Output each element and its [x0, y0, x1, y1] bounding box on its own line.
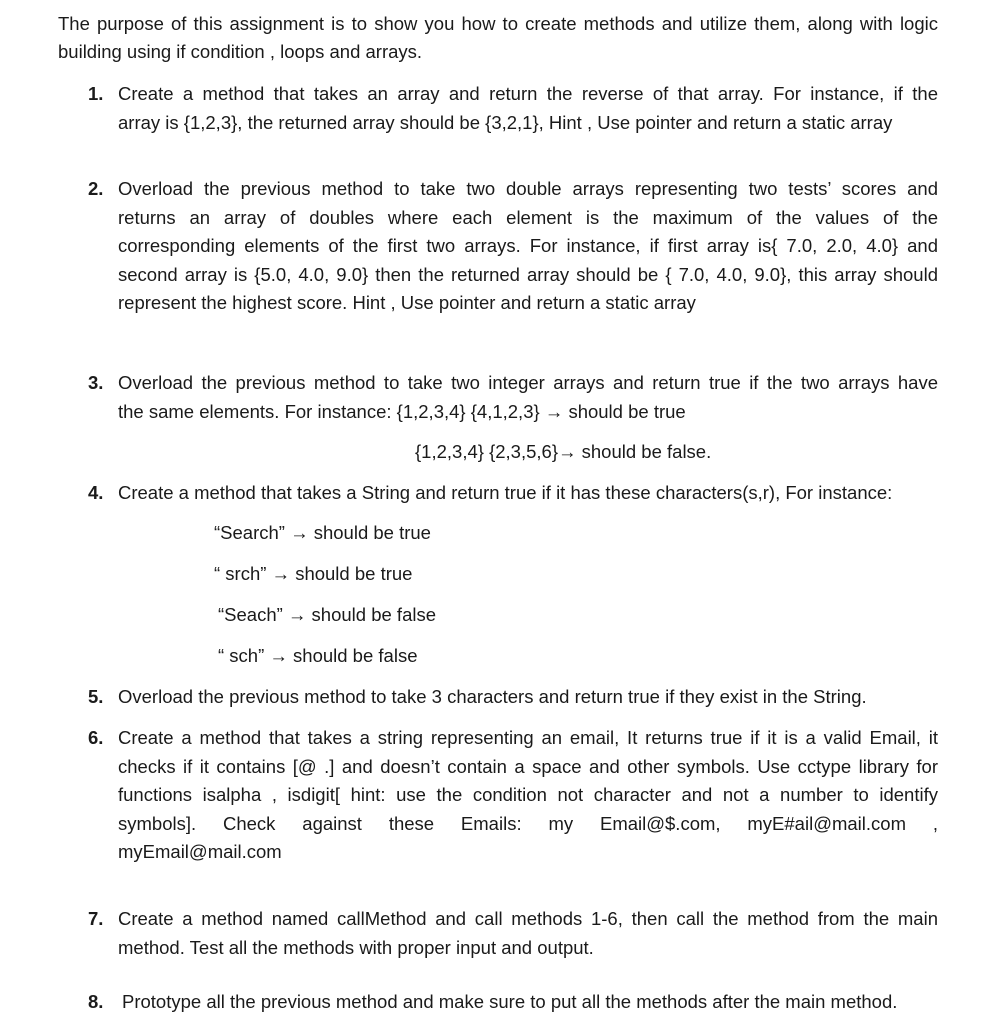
item-line: returns an array of doubles where each element is the maximum of the values of the — [118, 206, 938, 228]
item-line: Prototype all the previous method and make sure to put all the methods after the main method. — [122, 991, 898, 1012]
item-line: checks if it contains [@ .] and doesn’t contain a space and other symbols. Use cctype library for — [118, 755, 938, 777]
list-item-2 — [88, 175, 938, 318]
item-number: 3. — [88, 372, 104, 393]
item-line: Overload the previous method to take two double arrays representing two tests’ scores and — [118, 178, 938, 199]
intro-line: The purpose of this assignment is to show you how to create methods and utilize them, along with logic — [58, 13, 938, 34]
item-number: 2. — [88, 178, 104, 199]
item-line: Overload the previous method to take 3 characters and return true if they exist in the String. — [118, 686, 867, 707]
item-line: Create a method that takes an array and return the reverse of that array. For instance, if the — [118, 83, 938, 104]
list-item-5 — [88, 683, 938, 712]
list-item-7 — [88, 905, 938, 962]
item-number: 6. — [88, 727, 104, 748]
item-number: 8. — [88, 991, 104, 1012]
item-number: 4. — [88, 482, 104, 503]
item-line: the same elements. For instance: {1,2,3,4} {4,1,2,3} → should be true — [118, 400, 686, 422]
string-example: “Seach” → should be false — [218, 604, 437, 625]
item-line: Overload the previous method to take two integer arrays and return true if the two arrays have — [118, 372, 938, 393]
item-number: 1. — [88, 83, 104, 104]
string-example: “ sch” → should be false — [218, 645, 418, 666]
item-line: Create a method that takes a string representing an email, It returns true if it is a valid Email, it — [118, 727, 938, 748]
string-example: “ srch” → should be true — [214, 563, 413, 584]
item-line: myEmail@mail.com — [118, 841, 282, 862]
intro-paragraph — [58, 10, 938, 66]
item-line: Create a method named callMethod and call methods 1-6, then call the method from the main — [118, 908, 938, 929]
item-line: symbols]. Check against these Emails: my Email@$.com, myE#ail@mail.com , — [118, 812, 938, 834]
item-line: corresponding elements of the first two arrays. For instance, if first array is{ 7.0, 2.0, 4.0} and — [118, 235, 938, 256]
item-number: 5. — [88, 686, 104, 707]
item-number: 7. — [88, 908, 104, 929]
list-item-3 — [88, 369, 938, 426]
list-item-1 — [88, 80, 938, 137]
list-item-6 — [88, 724, 938, 867]
item-line: represent the highest score. Hint , Use pointer and return a static array — [118, 292, 696, 313]
list-item-8 — [88, 988, 938, 1017]
list-item-4 — [88, 479, 938, 508]
item-line: Create a method that takes a String and return true if it has these characters(s,r), For instance: — [118, 482, 893, 503]
string-example: “Search” → should be true — [214, 522, 431, 543]
item-line: second array is {5.0, 4.0, 9.0} then the returned array should be { 7.0, 4.0, 9.0}, this array should — [118, 263, 938, 285]
intro-line: building using if condition , loops and arrays. — [58, 41, 423, 62]
item-line: functions isalpha , isdigit[ hint: use the condition not character and not a number to identify — [118, 784, 938, 805]
item-line: method. Test all the methods with proper input and output. — [118, 936, 594, 958]
item-line: array is {1,2,3}, the returned array should be {3,2,1}, Hint , Use pointer and return a static array — [118, 111, 893, 133]
item-3-example-false: {1,2,3,4} {2,3,5,6}→ should be false. — [415, 441, 712, 462]
